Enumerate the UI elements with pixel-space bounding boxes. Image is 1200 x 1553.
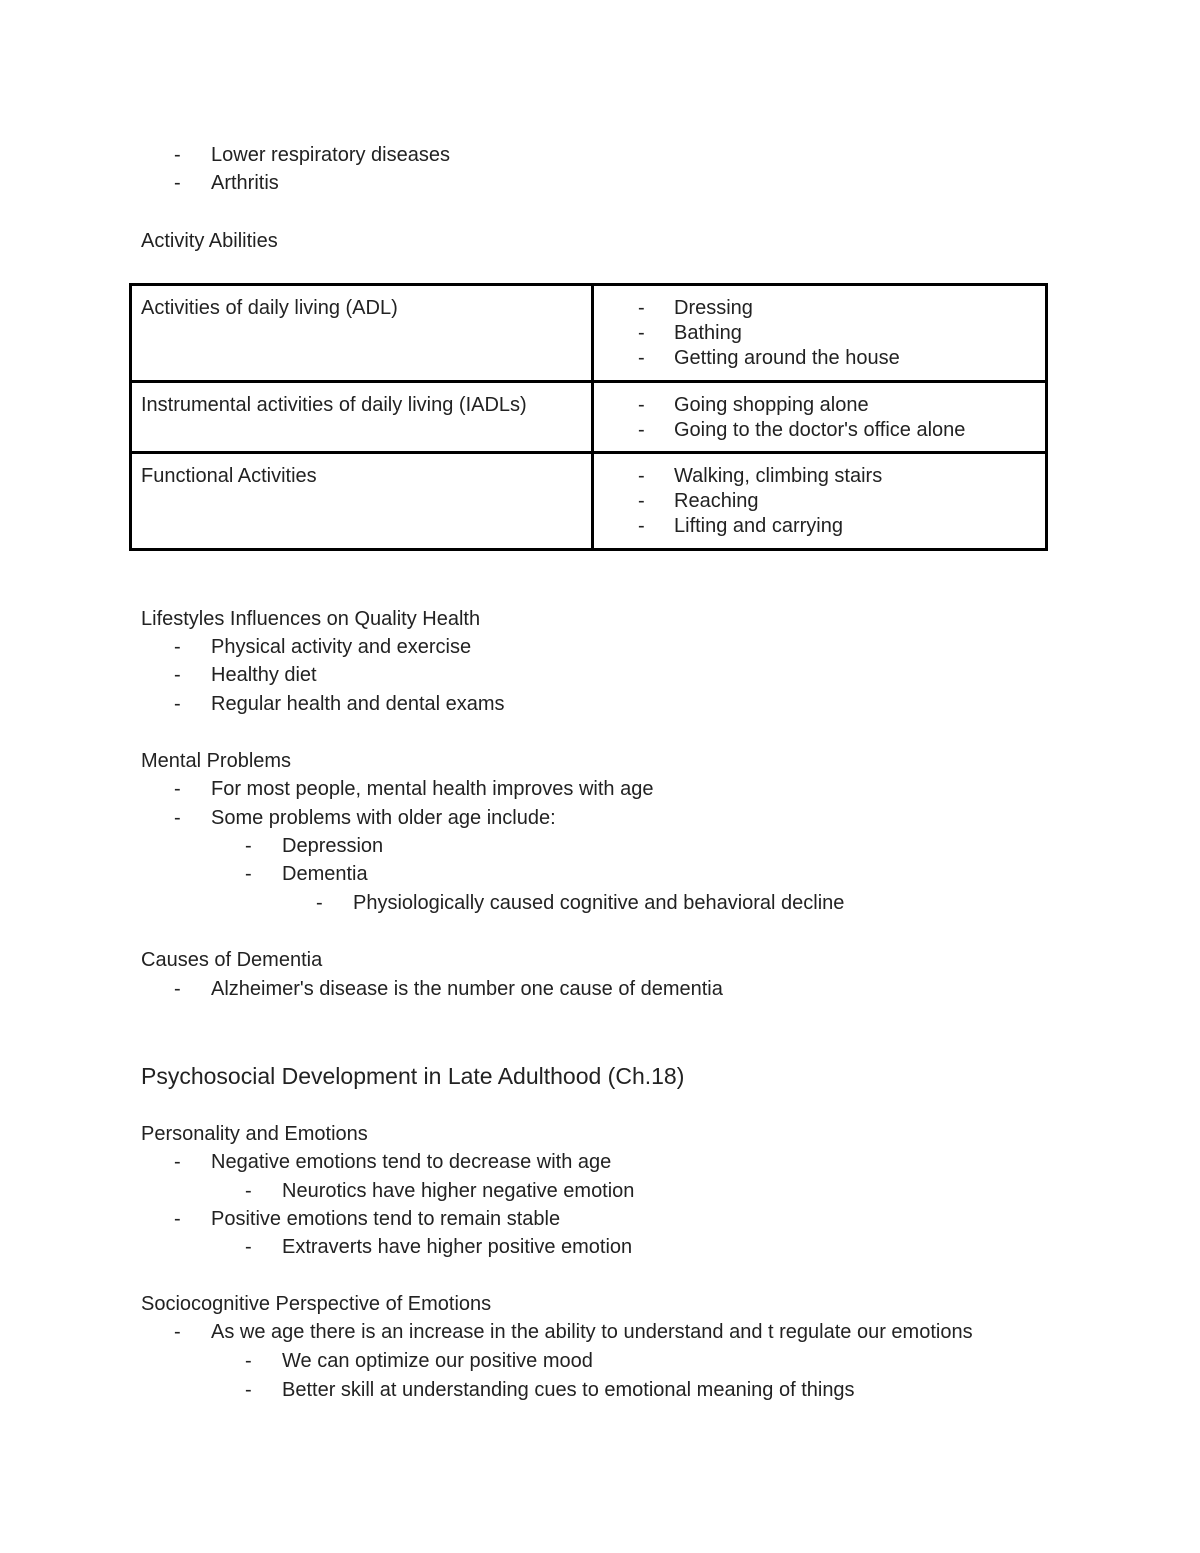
- list-item: We can optimize our positive mood: [282, 1350, 593, 1372]
- list-item: - Lifting and carrying: [638, 515, 843, 537]
- bullet-dash: -: [174, 1321, 181, 1343]
- bullet-dash: -: [245, 1236, 252, 1258]
- list-item: Neurotics have higher negative emotion: [282, 1180, 635, 1202]
- bullet-dash: -: [245, 1350, 252, 1372]
- list-item: Lower respiratory diseases: [211, 144, 450, 166]
- table-cell-label: [131, 285, 593, 382]
- table-cell-label: [131, 382, 593, 453]
- list-item: - Getting around the house: [638, 347, 900, 369]
- cell-list: [638, 296, 900, 371]
- list-item: As we age there is an increase in the ability to understand and t regulate our emotions: [211, 1321, 973, 1343]
- list-item: Depression: [282, 835, 384, 857]
- activity-table: [129, 283, 1048, 551]
- bullet-dash: -: [245, 1180, 252, 1202]
- list-item: Healthy diet: [211, 664, 317, 686]
- bullet-dash: -: [174, 693, 181, 715]
- row-label: Instrumental activities of daily living (IADLs): [141, 394, 527, 416]
- table-row: [131, 453, 1047, 550]
- table-cell-items: [593, 285, 1047, 382]
- section-heading-dementia: Causes of Dementia: [141, 949, 323, 971]
- row-label: Activities of daily living (ADL): [141, 297, 398, 319]
- section-heading-mental: Mental Problems: [141, 750, 292, 772]
- section-heading-personality: Personality and Emotions: [141, 1123, 368, 1145]
- list-item: For most people, mental health improves with age: [211, 778, 654, 800]
- bullet-dash: -: [174, 1151, 181, 1173]
- list-item: Physical activity and exercise: [211, 636, 472, 658]
- table-row: [131, 285, 1047, 382]
- section-heading-activity: Activity Abilities: [141, 230, 278, 252]
- section-heading-lifestyle: Lifestyles Influences on Quality Health: [141, 608, 481, 630]
- bullet-dash: -: [174, 778, 181, 800]
- table-row: [131, 382, 1047, 453]
- list-item: Regular health and dental exams: [211, 693, 505, 715]
- list-item: Dementia: [282, 863, 368, 885]
- list-item: - Going to the doctor's office alone: [638, 419, 966, 441]
- bullet-dash: -: [245, 863, 252, 885]
- table-cell-items: [593, 382, 1047, 453]
- list-item: Physiologically caused cognitive and behavioral decline: [353, 892, 845, 914]
- bullet-dash: -: [245, 1379, 252, 1401]
- section-heading-sociocognitive: Sociocognitive Perspective of Emotions: [141, 1293, 492, 1315]
- bullet-dash: -: [174, 978, 181, 1000]
- chapter-title: Psychosocial Development in Late Adulthood (Ch.18): [141, 1063, 685, 1089]
- table-cell-items: [593, 453, 1047, 550]
- list-item: - Walking, climbing stairs: [638, 465, 883, 487]
- list-item: Positive emotions tend to remain stable: [211, 1208, 561, 1230]
- bullet-dash: -: [174, 636, 181, 658]
- row-label: Functional Activities: [141, 465, 317, 487]
- list-item: Better skill at understanding cues to emotional meaning of things: [282, 1379, 855, 1401]
- cell-list: [638, 393, 965, 443]
- list-item: Negative emotions tend to decrease with age: [211, 1151, 612, 1173]
- cell-list: [638, 464, 882, 539]
- bullet-dash: -: [174, 172, 181, 194]
- list-item: Some problems with older age include:: [211, 807, 556, 829]
- bullet-dash: -: [174, 144, 181, 166]
- table-cell-label: [131, 453, 593, 550]
- list-item: Extraverts have higher positive emotion: [282, 1236, 633, 1258]
- list-item: Alzheimer's disease is the number one cause of dementia: [211, 978, 723, 1000]
- bullet-dash: -: [316, 892, 323, 914]
- bullet-dash: -: [174, 1208, 181, 1230]
- bullet-dash: -: [174, 807, 181, 829]
- list-item: Arthritis: [211, 172, 279, 194]
- list-item: - Reaching: [638, 490, 759, 512]
- list-item: - Going shopping alone: [638, 394, 869, 416]
- list-item: - Dressing: [638, 297, 753, 319]
- bullet-dash: -: [245, 835, 252, 857]
- list-item: - Bathing: [638, 322, 742, 344]
- bullet-dash: -: [174, 664, 181, 686]
